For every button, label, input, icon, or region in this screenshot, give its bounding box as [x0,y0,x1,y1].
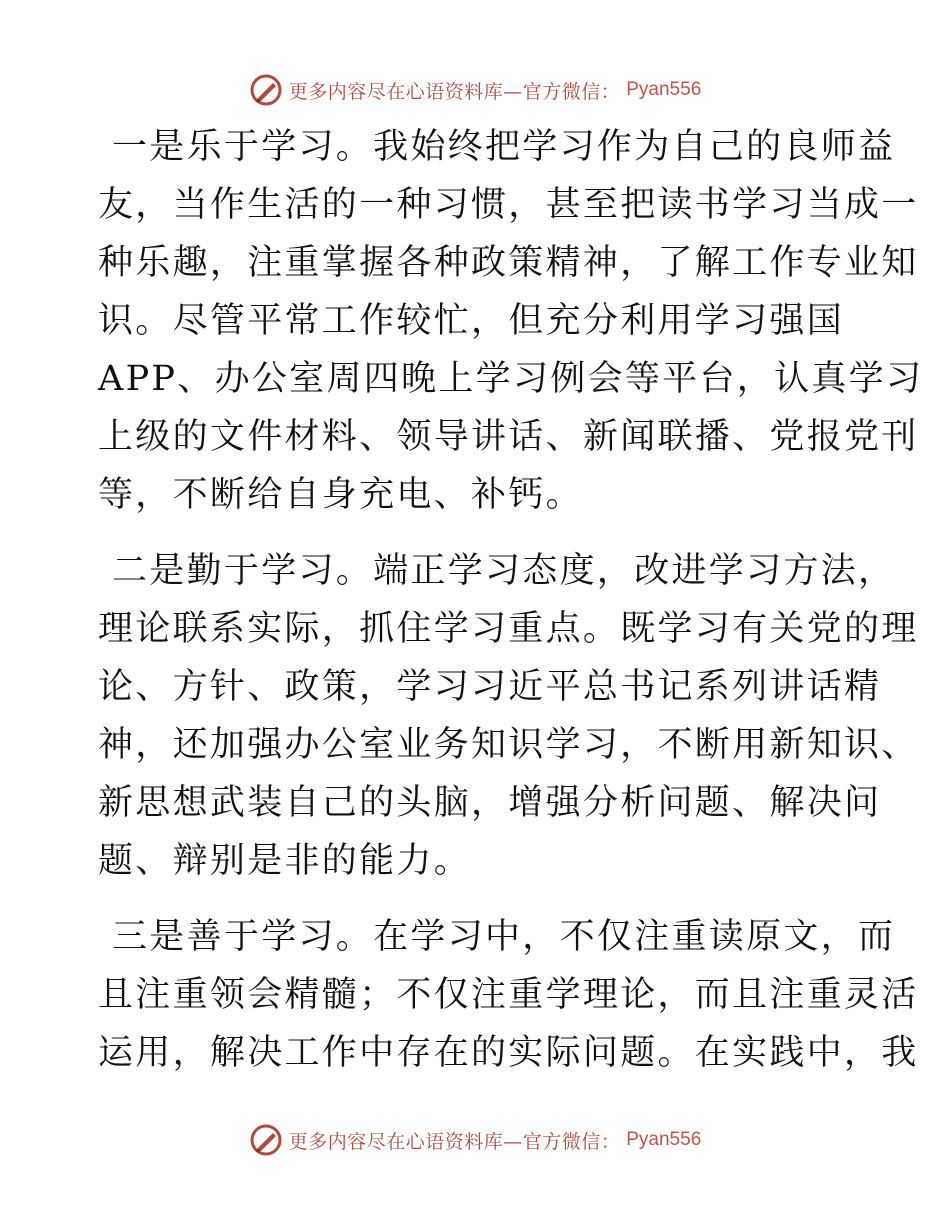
paragraph-2 [98,542,919,890]
text-line: 识。尽管平常工作较忙，但充分利用学习强国 [98,301,845,341]
text-line: 题、辩别是非的能力。 [98,841,472,881]
footer-wechat-id: Pyan556 [626,1129,702,1150]
text-line: 二是勤于学习。端正学习态度，改进学习方法， [112,551,896,591]
header-banner-text: 更多内容尽在心语资料库—官方微信： [288,80,621,103]
text-line: 三是善于学习。在学习中，不仅注重读原文，而 [112,917,896,957]
text-line: 运用，解决工作中存在的实际问题。在实践中，我 [98,1033,919,1073]
paragraph-3 [98,908,919,1082]
text-line: 且注重领会精髓；不仅注重学理论，而且注重灵活 [98,975,919,1015]
text-line: APP、办公室周四晚上学习例会等平台，认真学习 [98,359,924,399]
text-line: 理论联系实际，抓住学习重点。既学习有关党的理 [98,609,919,649]
paragraph-1 [98,118,924,524]
document-body [98,118,924,1100]
text-line: 种乐趣，注重掌握各种政策精神，了解工作专业知 [98,243,919,283]
text-line: 新思想武装自己的头脑，增强分析问题、解决问 [98,783,882,823]
footer-banner [0,1120,950,1160]
text-line: 等，不断给自身充电、补钙。 [98,475,583,515]
header-wechat-id: Pyan556 [626,79,702,100]
text-line: 神，还加强办公室业务知识学习，不断用新知识、 [98,725,919,765]
text-line: 友，当作生活的一种习惯，甚至把读书学习当成一 [98,185,919,225]
text-line: 论、方针、政策，学习习近平总书记系列讲话精 [98,667,882,707]
pen-logo-icon [249,73,283,107]
header-banner [0,70,950,110]
text-line: 一是乐于学习。我始终把学习作为自己的良师益 [112,127,896,167]
footer-banner-text: 更多内容尽在心语资料库—官方微信： [288,1130,621,1153]
pen-logo-icon [249,1123,283,1157]
text-line: 上级的文件材料、领导讲话、新闻联播、党报党刊 [98,417,919,457]
